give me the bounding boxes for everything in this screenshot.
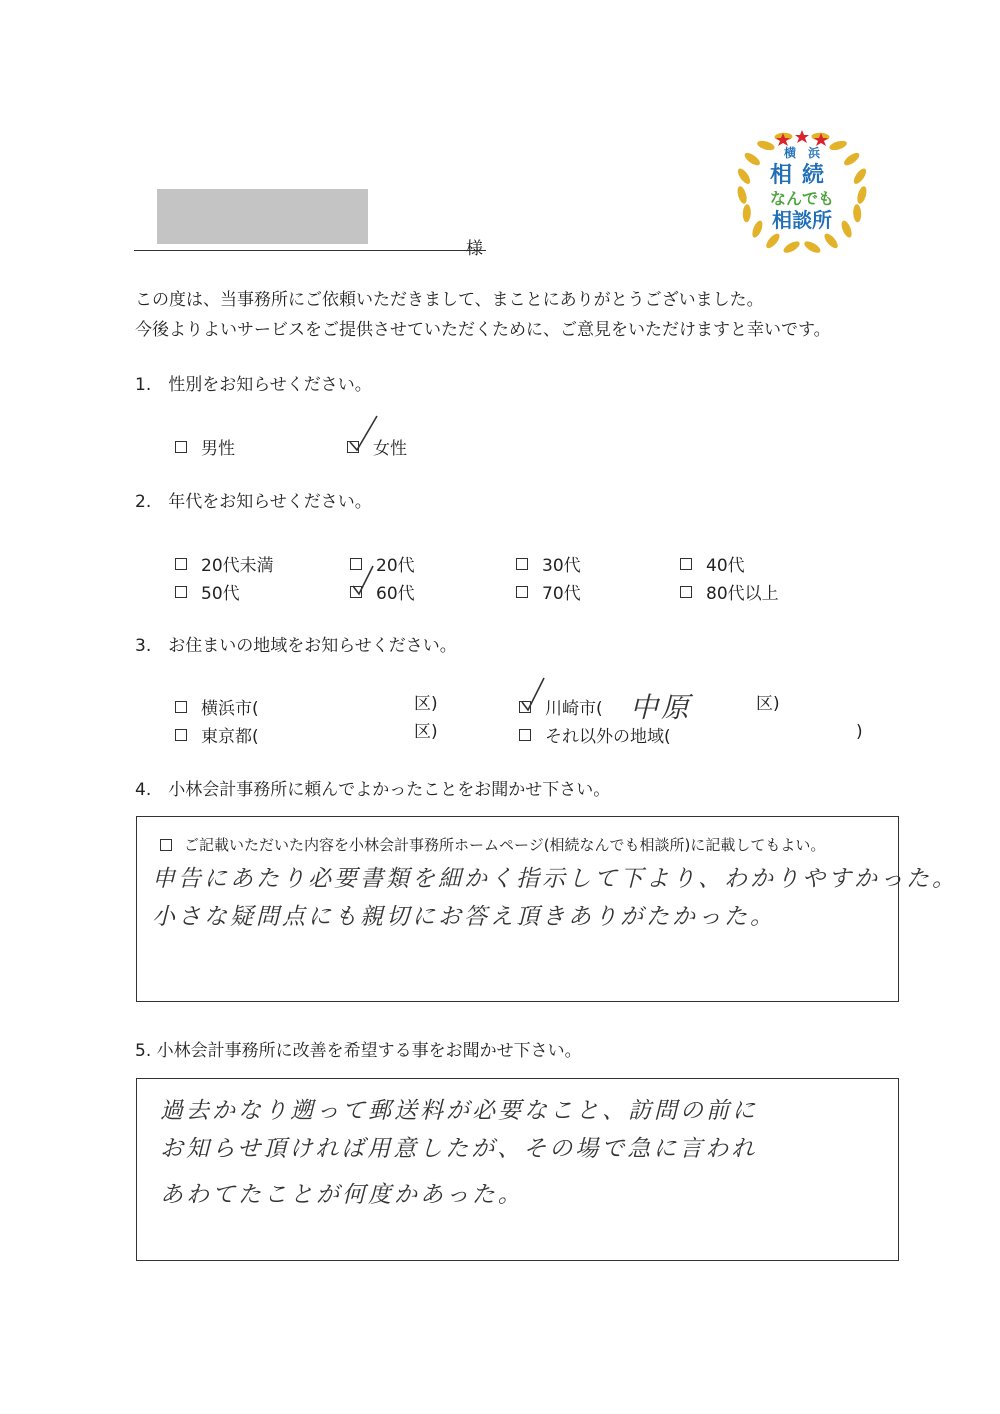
checkbox[interactable] (160, 839, 172, 851)
honorific: 様 (466, 239, 483, 259)
laurel-leaf (756, 139, 776, 152)
option-label: 20代 (376, 556, 415, 576)
q5-answer-line3: あわてたことが何度かあった。 (160, 1182, 524, 1208)
q5-answer-line1: 過去かなり遡って郵送料が必要なこと、訪問の前に (160, 1098, 758, 1124)
q5-answer-line2: お知らせ頂ければ用意したが、その場で急に言われ (160, 1136, 758, 1162)
q4-answer-line2: 小さな疑問点にも親切にお答え頂きありがたかった。 (152, 904, 776, 930)
q2-option-70s[interactable] (516, 579, 581, 604)
laurel-leaf (743, 151, 762, 168)
name-underline (134, 250, 486, 251)
q1-label: 1. 性別をお知らせください。 (135, 375, 372, 395)
checkbox[interactable] (680, 558, 692, 570)
logo-line2: 相続 (769, 163, 835, 188)
q2-option-80plus[interactable] (680, 579, 779, 604)
laurel-leaf (782, 239, 802, 255)
option-label: 女性 (373, 439, 407, 459)
checkbox[interactable] (175, 701, 187, 713)
other-close-paren: ) (856, 722, 863, 742)
kawasaki-ward-suffix: 区) (756, 694, 780, 714)
q2-option-40s[interactable] (680, 551, 745, 576)
laurel-leaf (736, 167, 753, 186)
option-label: 40代 (706, 556, 745, 576)
q2-option-50s[interactable] (175, 579, 240, 604)
laurel-leaf (852, 167, 869, 186)
laurel-leaf (840, 219, 854, 239)
q4-label: 4. 小林会計事務所に頼んでよかったことをお聞かせ下さい。 (135, 780, 611, 800)
option-label: 川崎市( (545, 699, 603, 719)
checkbox[interactable] (680, 586, 692, 598)
q2-label: 2. 年代をお知らせください。 (135, 492, 372, 512)
checkbox[interactable] (519, 729, 531, 741)
consent-option[interactable] (160, 834, 825, 855)
q2-option-under20[interactable] (175, 551, 274, 576)
logo-line4: 相談所 (772, 208, 832, 232)
option-label: 80代以上 (706, 584, 779, 604)
laurel-leaf (736, 185, 749, 205)
laurel-leaf (750, 219, 764, 239)
stars-icon (776, 130, 828, 146)
laurel-leaf (856, 185, 869, 205)
redacted-name (157, 189, 368, 244)
laurel-leaf (822, 231, 840, 250)
option-label: 男性 (201, 439, 235, 459)
q3-option-other[interactable] (519, 722, 671, 747)
consent-label: ご記載いただいた内容を小林会計事務所ホームページ(相続なんでも相談所)に記載してもよい。 (184, 836, 826, 854)
q4-answer-line1: 申告にあたり必要書類を細かく指示して下より、わかりやすかった。 (152, 866, 958, 892)
q3-label: 3. お住まいの地域をお知らせください。 (135, 636, 457, 656)
yokohama-ward-suffix: 区) (414, 694, 438, 714)
check-mark-icon (350, 564, 376, 598)
intro-line2: 今後よりよいサービスをご提供させていただくために、ご意見をいただけますと幸いです。 (135, 320, 831, 340)
option-label: 30代 (542, 556, 581, 576)
checkbox[interactable] (175, 441, 187, 453)
q5-label: 5. 小林会計事務所に改善を希望する事をお聞かせ下さい。 (135, 1041, 582, 1061)
check-mark-icon (519, 676, 547, 714)
option-label: それ以外の地域( (545, 727, 671, 747)
option-label: 60代 (376, 584, 415, 604)
q3-option-tokyo[interactable] (175, 722, 259, 747)
laurel-leaf (842, 151, 861, 168)
checkbox[interactable] (175, 586, 187, 598)
option-label: 横浜市( (201, 699, 259, 719)
laurel-leaf (764, 231, 782, 250)
handwritten-ward: 中原 (630, 691, 693, 724)
logo-line1: 横 浜 (783, 146, 821, 160)
logo-seal (727, 125, 877, 255)
q1-option-male[interactable] (175, 434, 235, 459)
check-mark-icon (345, 414, 379, 454)
laurel-leaf (828, 139, 848, 152)
tokyo-ward-suffix: 区) (414, 722, 438, 742)
q3-option-yokohama[interactable] (175, 694, 259, 719)
laurel-leaf (853, 204, 862, 222)
option-label: 50代 (201, 584, 240, 604)
laurel-leaf (742, 204, 751, 222)
checkbox[interactable] (175, 729, 187, 741)
option-label: 東京都( (201, 727, 259, 747)
intro-line1: この度は、当事務所にご依頼いただきまして、まことにありがとうございました。 (135, 290, 764, 310)
option-label: 70代 (542, 584, 581, 604)
checkbox[interactable] (175, 558, 187, 570)
q2-option-30s[interactable] (516, 551, 581, 576)
checkbox[interactable] (516, 586, 528, 598)
laurel-leaf (803, 239, 823, 255)
option-label: 20代未満 (201, 556, 274, 576)
checkbox[interactable] (516, 558, 528, 570)
logo-line3: なんでも (769, 189, 835, 208)
